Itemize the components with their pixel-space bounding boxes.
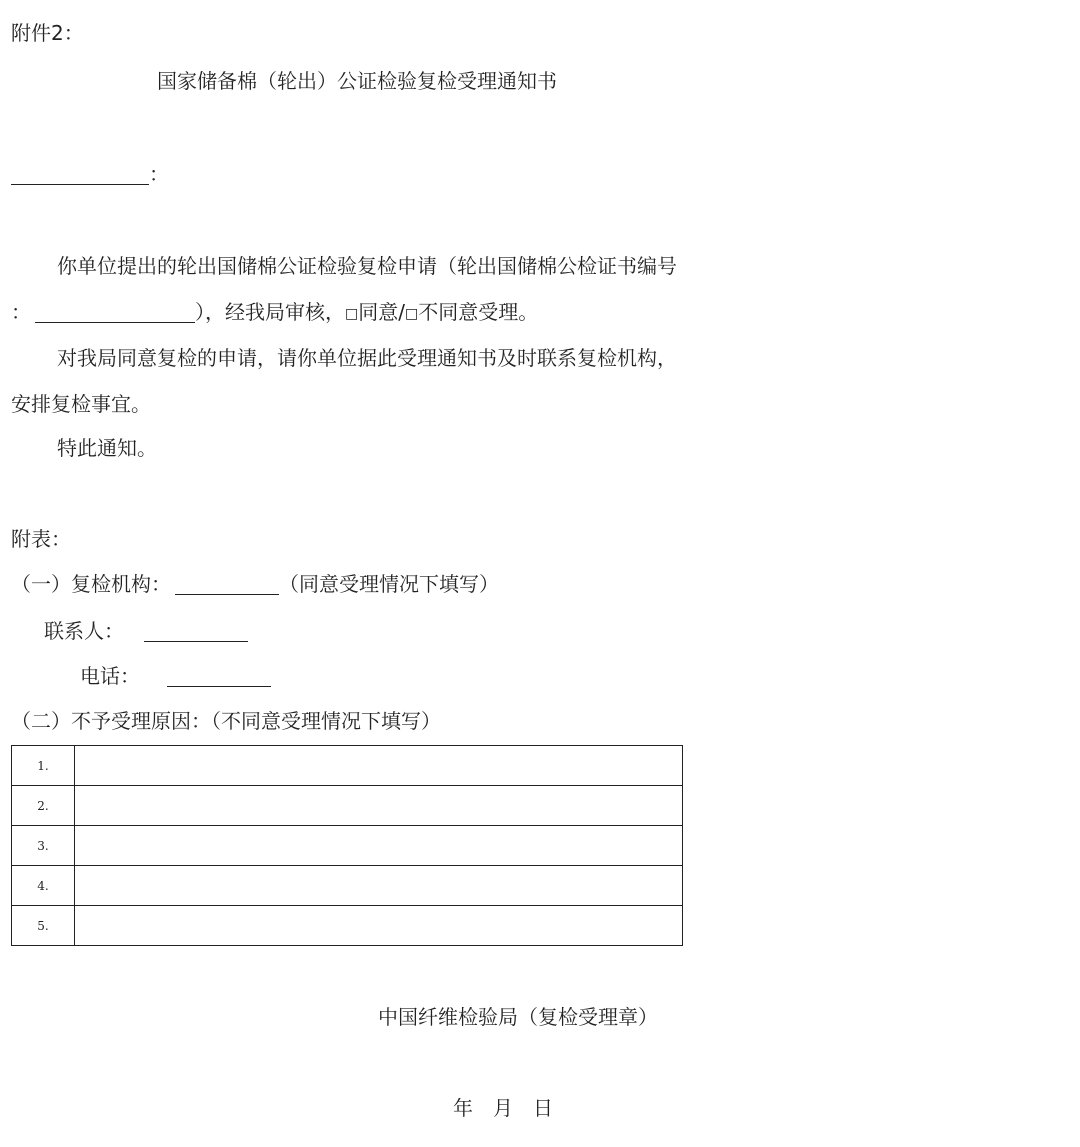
certificate-number-prefix: ： bbox=[11, 300, 31, 324]
rejection-reasons-table bbox=[11, 745, 683, 946]
recheck-agency-label: （一）复检机构： bbox=[11, 572, 171, 596]
table-row bbox=[12, 906, 683, 946]
date-line bbox=[453, 1095, 553, 1121]
disagree-option-label: 不同意受理。 bbox=[418, 300, 539, 324]
document-title: 国家储备棉（轮出）公证检验复检受理通知书 bbox=[157, 69, 557, 93]
reason-cell[interactable] bbox=[75, 746, 683, 786]
disagree-checkbox[interactable]: □ bbox=[404, 306, 419, 322]
attachment-label: 附件2： bbox=[11, 21, 84, 45]
phone-label: 电话： bbox=[80, 664, 140, 688]
row-number: 5. bbox=[12, 906, 75, 946]
paragraph-2-line-2: 安排复检事宜。 bbox=[11, 392, 151, 416]
table-row bbox=[12, 826, 683, 866]
date-year: 年 bbox=[453, 1096, 473, 1120]
reason-cell[interactable] bbox=[75, 906, 683, 946]
certificate-number-suffix: ），经我局审核， bbox=[195, 300, 345, 324]
issuer-seal-text: 中国纤维检验局（复检受理章） bbox=[378, 1005, 658, 1029]
addressee-line bbox=[11, 161, 169, 187]
row-number: 4. bbox=[12, 866, 75, 906]
addressee-colon: ： bbox=[149, 162, 169, 186]
paragraph-1-line-2 bbox=[11, 299, 538, 327]
paragraph-3: 特此通知。 bbox=[57, 436, 157, 460]
paragraph-1-line-1: 你单位提出的轮出国储棉公证检验复检申请（轮出国储棉公检证书编号 bbox=[57, 254, 677, 278]
recheck-agency-blank[interactable] bbox=[175, 574, 279, 595]
agree-option-label: 同意/ bbox=[358, 300, 405, 324]
reason-cell[interactable] bbox=[75, 786, 683, 826]
row-number: 2. bbox=[12, 786, 75, 826]
phone-line bbox=[80, 663, 271, 689]
date-day: 日 bbox=[533, 1096, 553, 1120]
addressee-blank[interactable] bbox=[11, 164, 149, 185]
phone-blank[interactable] bbox=[167, 666, 271, 687]
section-2-label: （二）不予受理原因：（不同意受理情况下填写） bbox=[11, 709, 441, 733]
contact-line bbox=[44, 618, 248, 644]
recheck-agency-note: （同意受理情况下填写） bbox=[279, 572, 499, 596]
row-number: 1. bbox=[12, 746, 75, 786]
reason-cell[interactable] bbox=[75, 866, 683, 906]
appendix-label: 附表： bbox=[11, 527, 71, 551]
contact-blank[interactable] bbox=[144, 621, 248, 642]
paragraph-2-line-1: 对我局同意复检的申请，请你单位据此受理通知书及时联系复检机构， bbox=[57, 346, 677, 370]
table-row bbox=[12, 866, 683, 906]
row-number: 3. bbox=[12, 826, 75, 866]
section-1-line bbox=[11, 571, 499, 597]
contact-label: 联系人： bbox=[44, 619, 124, 643]
agree-checkbox[interactable]: □ bbox=[345, 306, 359, 322]
table-row bbox=[12, 786, 683, 826]
date-month: 月 bbox=[493, 1096, 513, 1120]
certificate-number-blank[interactable] bbox=[35, 302, 195, 323]
table-row bbox=[12, 746, 683, 786]
reason-cell[interactable] bbox=[75, 826, 683, 866]
